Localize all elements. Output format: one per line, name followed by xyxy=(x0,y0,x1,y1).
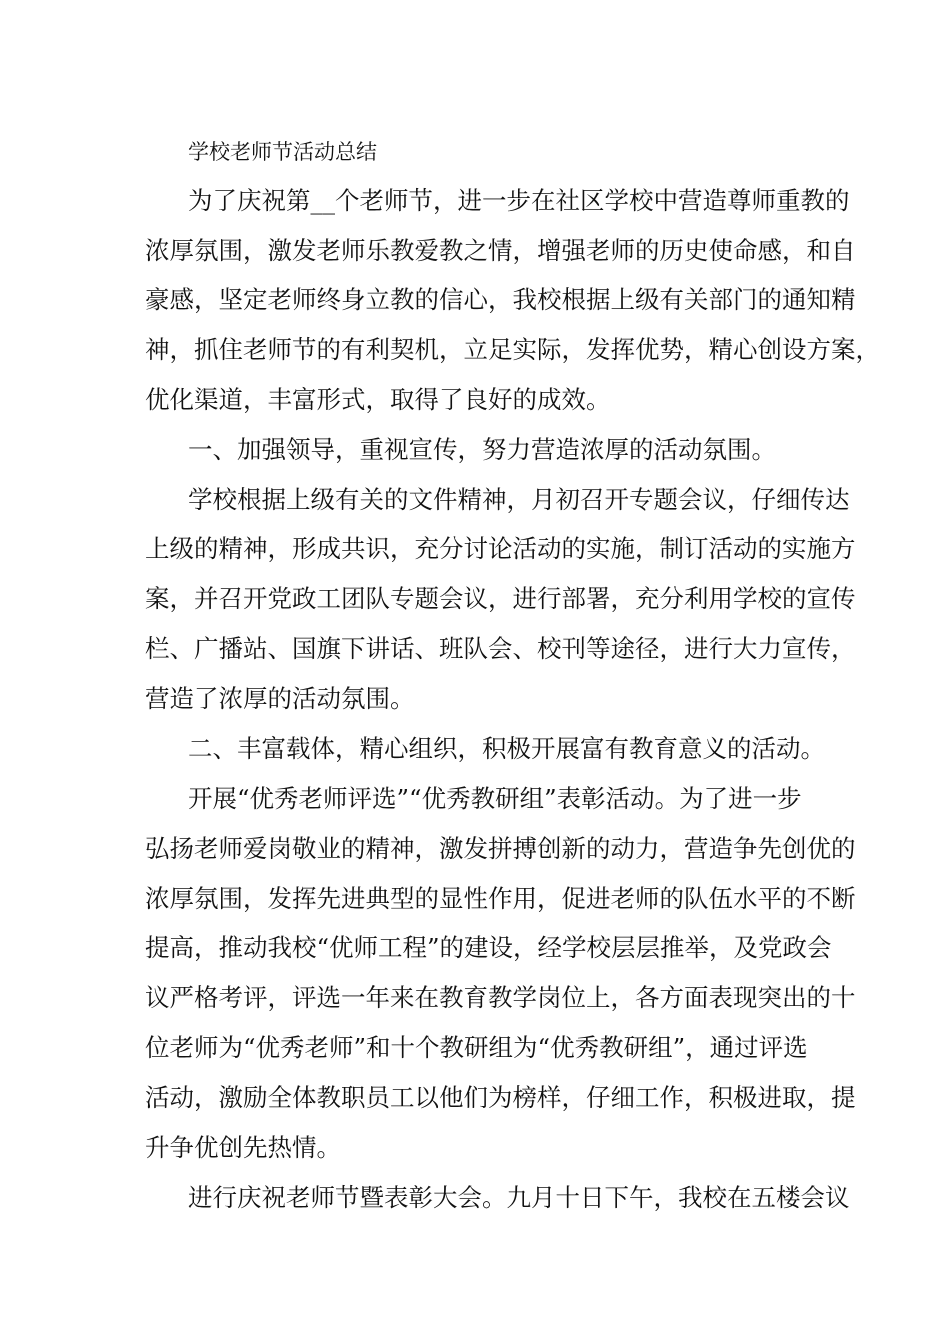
paragraph-line: 上级的精神，形成共识，充分讨论活动的实施，制订活动的实施方 xyxy=(145,534,856,563)
paragraph-line: 开展“优秀老师评选”“优秀教研组”表彰活动。为了进一步 xyxy=(188,784,802,813)
paragraph-line: 议严格考评，评选一年来在教育教学岗位上，各方面表现突出的十 xyxy=(145,983,856,1012)
paragraph-line: 位老师为“优秀老师”和十个教研组为“优秀教研组”，通过评选 xyxy=(145,1033,808,1062)
document-title: 学校老师节活动总结 xyxy=(188,140,377,164)
paragraph-line: 浓厚氛围，发挥先进典型的显性作用，促进老师的队伍水平的不断 xyxy=(145,884,856,913)
section-heading: 一、加强领导，重视宣传，努力营造浓厚的活动氛围。 xyxy=(188,435,776,464)
paragraph-line: 栏、广播站、国旗下讲话、班队会、校刊等途径，进行大力宣传， xyxy=(145,634,856,663)
paragraph-line: 学校根据上级有关的文件精神，月初召开专题会议，仔细传达 xyxy=(188,485,850,514)
paragraph-line: 进行庆祝老师节暨表彰大会。九月十日下午，我校在五楼会议 xyxy=(188,1183,850,1212)
paragraph-line: 神，抓住老师节的有利契机，立足实际，发挥优势，精心创设方案， xyxy=(145,335,880,364)
paragraph-line: 为了庆祝第__个老师节，进一步在社区学校中营造尊师重教的 xyxy=(188,186,850,215)
paragraph-line: 浓厚氛围，激发老师乐教爱教之情，增强老师的历史使命感，和自 xyxy=(145,236,856,265)
paragraph-line: 豪感，坚定老师终身立教的信心，我校根据上级有关部门的通知精 xyxy=(145,285,856,314)
section-heading: 二、丰富载体，精心组织，积极开展富有教育意义的活动。 xyxy=(188,734,825,763)
paragraph-line: 优化渠道，丰富形式，取得了良好的成效。 xyxy=(145,385,611,414)
paragraph-line: 升争优创先热情。 xyxy=(145,1133,341,1162)
paragraph-line: 活动，激励全体教职员工以他们为榜样，仔细工作，积极进取，提 xyxy=(145,1083,856,1112)
paragraph-line: 弘扬老师爱岗敬业的精神，激发拼搏创新的动力，营造争先创优的 xyxy=(145,834,856,863)
paragraph-line: 营造了浓厚的活动氛围。 xyxy=(145,684,415,713)
paragraph-line: 案，并召开党政工团队专题会议，进行部署，充分利用学校的宣传 xyxy=(145,584,856,613)
paragraph-line: 提高，推动我校“优师工程”的建设，经学校层层推举，及党政会 xyxy=(145,933,832,962)
